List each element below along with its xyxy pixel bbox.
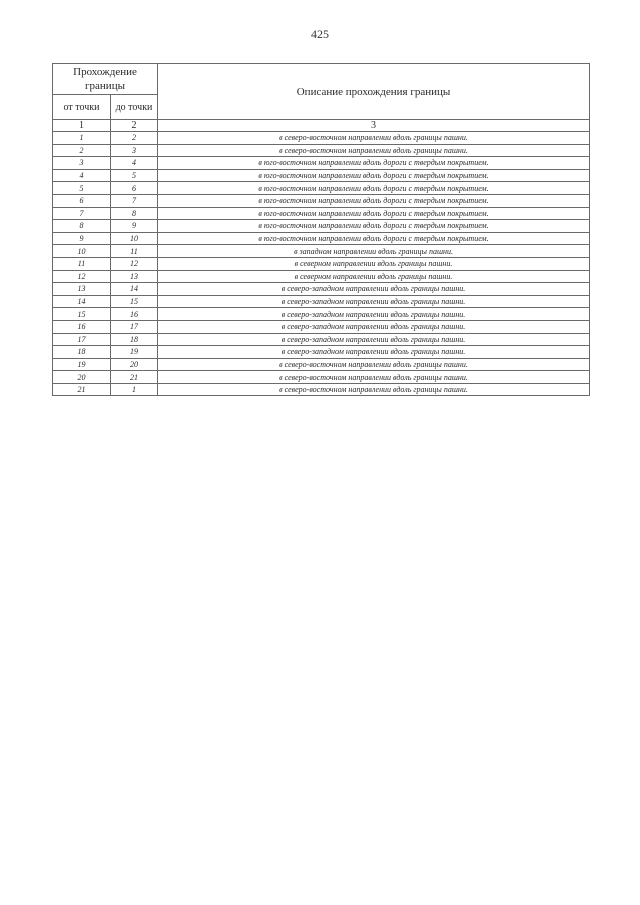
to-point-cell: 20 xyxy=(111,358,158,371)
table-row xyxy=(53,283,590,296)
column-number: 1 xyxy=(53,120,111,132)
from-point-cell: 9 xyxy=(53,232,111,245)
header-description: Описание прохождения границы xyxy=(158,64,590,120)
table-row xyxy=(53,257,590,270)
from-point-cell: 11 xyxy=(53,257,111,270)
to-point-cell: 3 xyxy=(111,144,158,157)
from-point-cell: 16 xyxy=(53,320,111,333)
from-point-cell: 14 xyxy=(53,295,111,308)
table-row xyxy=(53,157,590,170)
from-point-cell: 18 xyxy=(53,346,111,359)
description-cell: в северо-западном направлении вдоль границы пашни. xyxy=(158,308,590,321)
from-point-cell: 21 xyxy=(53,383,111,396)
to-point-cell: 2 xyxy=(111,132,158,145)
table-row xyxy=(53,144,590,157)
table-row xyxy=(53,270,590,283)
from-point-cell: 17 xyxy=(53,333,111,346)
to-point-cell: 6 xyxy=(111,182,158,195)
from-point-cell: 13 xyxy=(53,283,111,296)
header-to-point: до точки xyxy=(111,95,158,120)
table-row xyxy=(53,383,590,396)
from-point-cell: 12 xyxy=(53,270,111,283)
table-row xyxy=(53,245,590,258)
description-cell: в юго-восточном направлении вдоль дороги с твердым покрытием. xyxy=(158,207,590,220)
table-row xyxy=(53,132,590,145)
description-cell: в северо-восточном направлении вдоль границы пашни. xyxy=(158,144,590,157)
from-point-cell: 2 xyxy=(53,144,111,157)
from-point-cell: 6 xyxy=(53,194,111,207)
from-point-cell: 15 xyxy=(53,308,111,321)
to-point-cell: 15 xyxy=(111,295,158,308)
to-point-cell: 10 xyxy=(111,232,158,245)
description-cell: в юго-восточном направлении вдоль дороги с твердым покрытием. xyxy=(158,232,590,245)
description-cell: в северо-восточном направлении вдоль границы пашни. xyxy=(158,358,590,371)
description-cell: в северо-восточном направлении вдоль границы пашни. xyxy=(158,132,590,145)
description-cell: в северо-западном направлении вдоль границы пашни. xyxy=(158,346,590,359)
table-row xyxy=(53,371,590,384)
table-row xyxy=(53,358,590,371)
to-point-cell: 11 xyxy=(111,245,158,258)
table-row xyxy=(53,207,590,220)
to-point-cell: 8 xyxy=(111,207,158,220)
table-body xyxy=(53,120,590,396)
from-point-cell: 3 xyxy=(53,157,111,170)
from-point-cell: 8 xyxy=(53,220,111,233)
description-cell: в юго-восточном направлении вдоль дороги с твердым покрытием. xyxy=(158,182,590,195)
description-cell: в северо-западном направлении вдоль границы пашни. xyxy=(158,333,590,346)
from-point-cell: 20 xyxy=(53,371,111,384)
description-cell: в северо-западном направлении вдоль границы пашни. xyxy=(158,295,590,308)
description-cell: в юго-восточном направлении вдоль дороги с твердым покрытием. xyxy=(158,220,590,233)
from-point-cell: 19 xyxy=(53,358,111,371)
from-point-cell: 10 xyxy=(53,245,111,258)
column-number-row xyxy=(53,120,590,132)
to-point-cell: 16 xyxy=(111,308,158,321)
header-boundary-passage: Прохождение границы xyxy=(53,64,158,95)
description-cell: в северо-восточном направлении вдоль границы пашни. xyxy=(158,371,590,384)
boundary-table xyxy=(52,63,590,396)
from-point-cell: 1 xyxy=(53,132,111,145)
page-number: 425 xyxy=(311,27,329,41)
description-cell: в юго-восточном направлении вдоль дороги с твердым покрытием. xyxy=(158,169,590,182)
table-row xyxy=(53,333,590,346)
description-cell: в западном направлении вдоль границы пашни. xyxy=(158,245,590,258)
header-from-point: от точки xyxy=(53,95,111,120)
from-point-cell: 4 xyxy=(53,169,111,182)
table-row xyxy=(53,169,590,182)
description-cell: в юго-восточном направлении вдоль дороги с твердым покрытием. xyxy=(158,194,590,207)
table-row xyxy=(53,194,590,207)
to-point-cell: 19 xyxy=(111,346,158,359)
to-point-cell: 14 xyxy=(111,283,158,296)
to-point-cell: 9 xyxy=(111,220,158,233)
column-number: 3 xyxy=(158,120,590,132)
table-row xyxy=(53,295,590,308)
table-row xyxy=(53,320,590,333)
table-header xyxy=(53,64,590,120)
table-row xyxy=(53,232,590,245)
to-point-cell: 7 xyxy=(111,194,158,207)
table-row xyxy=(53,182,590,195)
description-cell: в северо-западном направлении вдоль границы пашни. xyxy=(158,283,590,296)
description-cell: в северо-западном направлении вдоль границы пашни. xyxy=(158,320,590,333)
to-point-cell: 21 xyxy=(111,371,158,384)
to-point-cell: 1 xyxy=(111,383,158,396)
to-point-cell: 5 xyxy=(111,169,158,182)
description-cell: в юго-восточном направлении вдоль дороги с твердым покрытием. xyxy=(158,157,590,170)
description-cell: в северо-восточном направлении вдоль границы пашни. xyxy=(158,383,590,396)
from-point-cell: 7 xyxy=(53,207,111,220)
description-cell: в северном направлении вдоль границы пашни. xyxy=(158,270,590,283)
to-point-cell: 18 xyxy=(111,333,158,346)
table-row xyxy=(53,346,590,359)
to-point-cell: 13 xyxy=(111,270,158,283)
from-point-cell: 5 xyxy=(53,182,111,195)
column-number: 2 xyxy=(111,120,158,132)
description-cell: в северном направлении вдоль границы пашни. xyxy=(158,257,590,270)
table-row xyxy=(53,220,590,233)
to-point-cell: 17 xyxy=(111,320,158,333)
to-point-cell: 4 xyxy=(111,157,158,170)
to-point-cell: 12 xyxy=(111,257,158,270)
table-row xyxy=(53,308,590,321)
